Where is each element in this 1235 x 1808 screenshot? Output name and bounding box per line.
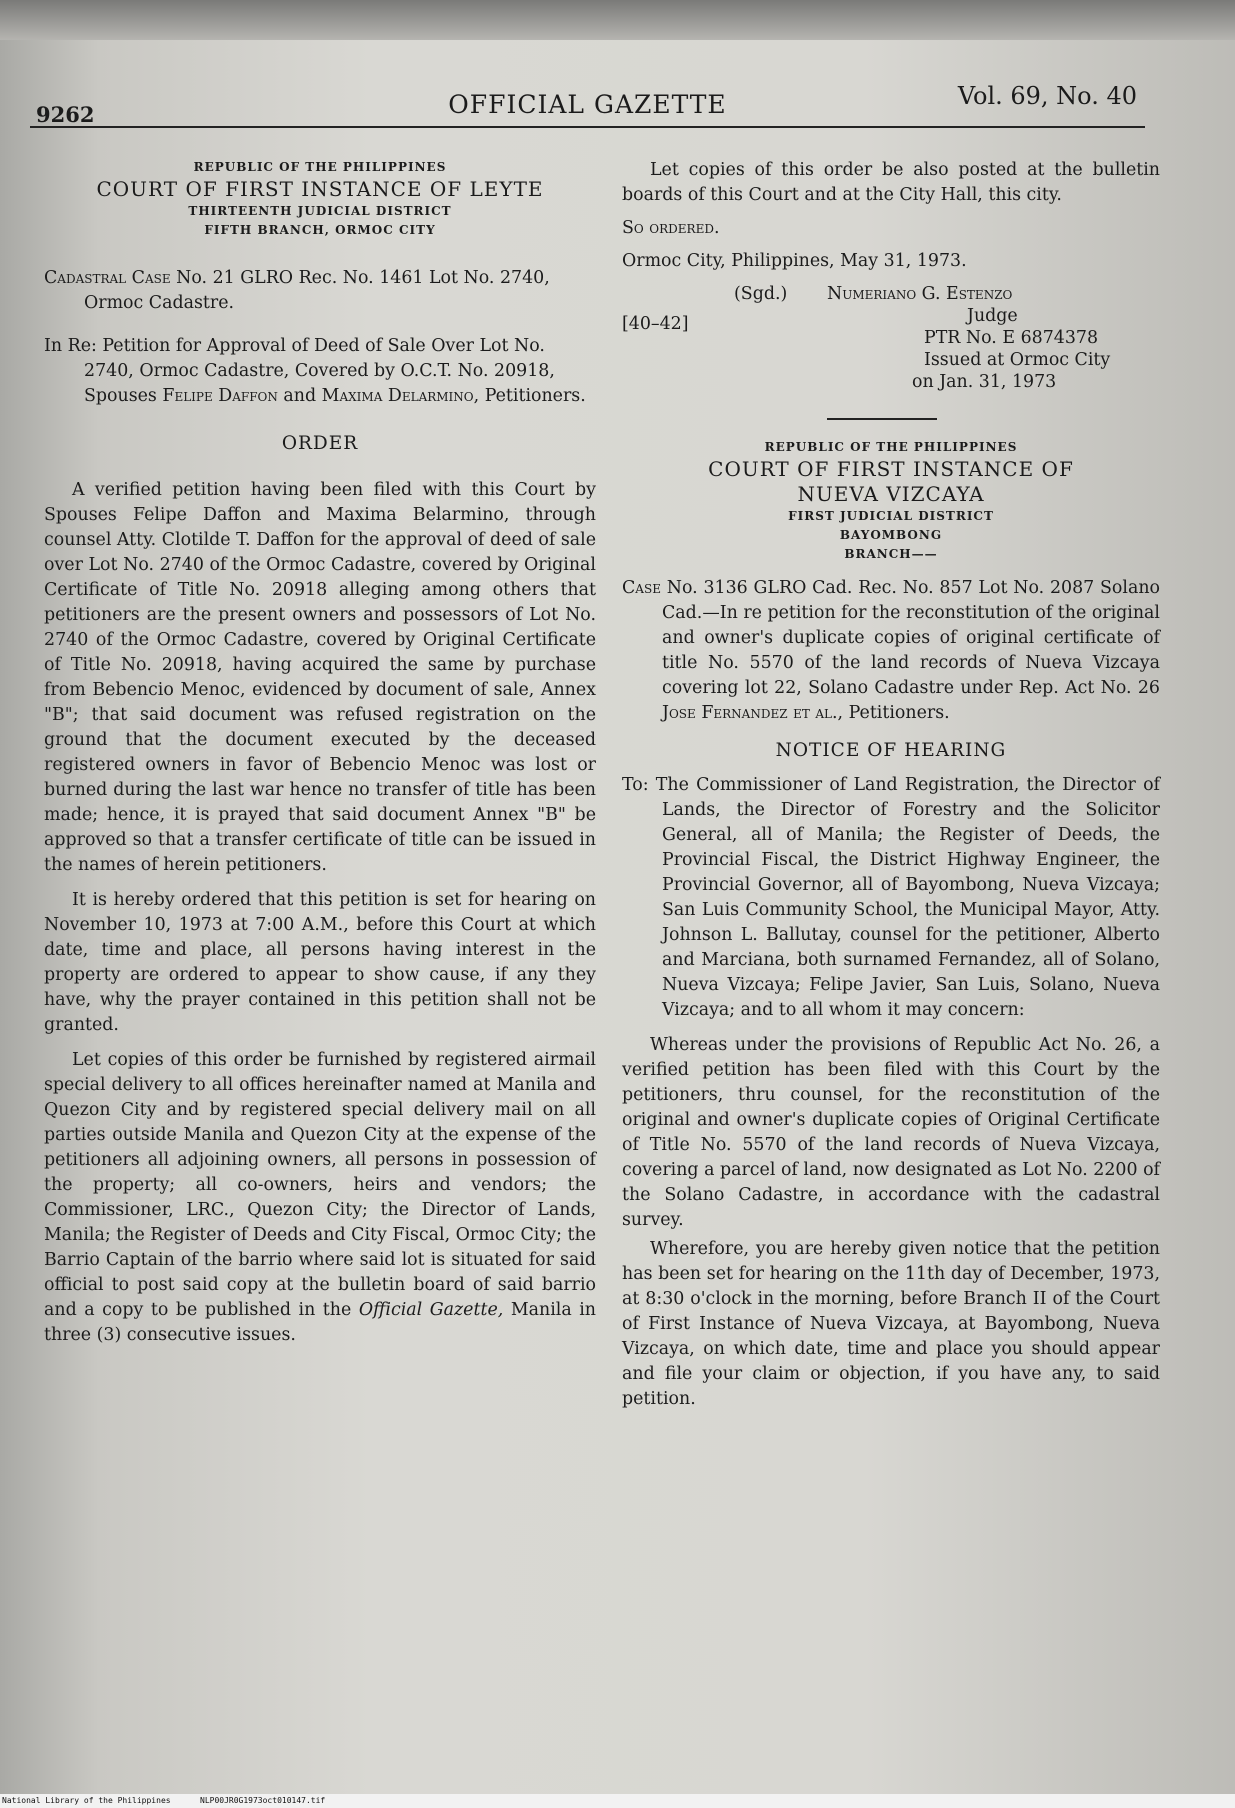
court-branch-2: BRANCH—— xyxy=(844,547,938,561)
court-name-2: COURT OF FIRST INSTANCE OF xyxy=(708,457,1074,481)
republic-line-2: REPUBLIC OF THE PHILIPPINES xyxy=(764,440,1018,454)
order-paragraph-2: It is hereby ordered that this petition is set for hearing on November 10, 1973 at 7:00 A.M., before this Court at which date, time and place, all persons having interest in the property are ordered to appear to show cause, if any they have, why the prayer contained in this petition shall not be granted. xyxy=(44,890,596,1035)
judicial-district-2: FIRST JUDICIAL DISTRICT xyxy=(788,509,994,523)
publication-title: OFFICIAL GAZETTE xyxy=(448,90,727,119)
judge-name: Numeriano G. Estenzo xyxy=(827,284,1013,304)
scan-footer xyxy=(0,1794,1235,1808)
right-column xyxy=(622,158,1160,1412)
court-name: COURT OF FIRST INSTANCE OF LEYTE xyxy=(96,177,544,201)
issued-on: on Jan. 31, 1973 xyxy=(912,372,1057,392)
posting-paragraph: Let copies of this order be also posted at the bulletin boards of this Court and at the City Hall, this city. xyxy=(622,160,1160,205)
judge-title: Judge xyxy=(967,306,1018,326)
page-header xyxy=(30,82,1145,128)
order-title: ORDER xyxy=(281,433,359,454)
petitioner-names: Jose Fernandez et al. xyxy=(662,703,838,723)
page-number: 9262 xyxy=(36,102,95,127)
case-end-2: , Petitioners. xyxy=(837,703,950,723)
case-label: Cadastral Case xyxy=(44,268,171,288)
court-branch: FIFTH BRANCH, ORMOC CITY xyxy=(204,223,436,237)
court-location: BAYOMBONG xyxy=(839,528,943,542)
case-caption-2 xyxy=(622,576,1160,726)
issued-at: Issued at Ormoc City xyxy=(924,350,1111,370)
so-ordered: So ordered. xyxy=(622,218,720,238)
scan-filename: NLP00JR0G1973oct010147.tif xyxy=(200,1796,326,1805)
in-re-text: In Re: Petition for Approval of Deed of Sale Over Lot No. 2740, Ormoc Cadastre, Covered by O.C.T. No. 20918, Spouses xyxy=(44,336,555,406)
notice-title: NOTICE OF HEARING xyxy=(775,740,1007,761)
case-caption xyxy=(44,266,596,316)
petitioner-name-2: Maxima Delarmino xyxy=(321,386,474,406)
petitioner-name-1: Felipe Daffon xyxy=(162,386,278,406)
judicial-district: THIRTEENTH JUDICIAL DISTRICT xyxy=(188,204,452,218)
notice-addressees: To: The Commissioner of Land Registration, the Director of Lands, the Director of Forestry and the Solicitor General, all of Manila; the Register of Deeds, the Provincial Fiscal, the District Highway Engineer, the Provincial Governor, all of Bayombong, Nueva Vizcaya; San Luis Community School, the Municipal Mayor, Atty. Johnson L. Ballutay, counsel for the petitioner, Alberto and Marciana, both surnamed Fernandez, all of Solano, Nueva Vizcaya; Felipe Javier, San Luis, Solano, Nueva Vizcaya; and to all whom it may concern: xyxy=(622,775,1160,1020)
case-label-2: Case xyxy=(622,578,661,598)
order-date: Ormoc City, Philippines, May 31, 1973. xyxy=(622,251,967,271)
order-paragraph-3-end: Manila in three (3) consecutive issues. xyxy=(44,1300,596,1345)
whereas-paragraph: Whereas under the provisions of Republic Act No. 26, a verified petition has been filed with this Court by the petitioners, thru counsel, for the reconstitution of the original and owner's duplicate copies of Original Certificate of Title No. 5570 of the land records of Nueva Vizcaya, covering a parcel of land, now designated as Lot No. 2200 of the Solano Cadastre, in accordance with the cadastral survey. xyxy=(622,1035,1160,1230)
in-re-and: and xyxy=(283,386,317,406)
in-re-end: , Petitioners. xyxy=(473,386,586,406)
wherefore-paragraph: Wherefore, you are hereby given notice that the petition has been set for hearing on the 11th day of December, 1973, at 8:30 o'clock in the morning, before Branch II of the Court of First Instance of Nueva Vizcaya, at Bayombong, Nueva Vizcaya, on which date, time and place you should appear and file your claim or objection, if you have any, to said petition. xyxy=(622,1239,1160,1409)
library-credit: National Library of the Philippines xyxy=(2,1796,171,1805)
case-text-2: No. 3136 GLRO Cad. Rec. No. 857 Lot No. 2087 Solano Cad.—In re petition for the reconstitution of the original and owner's duplicate copies of original certificate of title No. 5570 of the land records of Nueva Vizcaya covering lot 22, Solano Cadastre under Rep. Act No. 26 xyxy=(662,578,1160,698)
republic-line: REPUBLIC OF THE PHILIPPINES xyxy=(193,160,447,174)
case-text: No. 21 GLRO Rec. No. 1461 Lot No. 2740, Ormoc Cadastre. xyxy=(84,268,550,313)
order-paragraph-1: A verified petition having been filed with this Court by Spouses Felipe Daffon and Maxima Belarmino, through counsel Atty. Clotilde T. Daffon for the approval of deed of sale over Lot No. 2740 of the Ormoc Cadastre, covered by Original Certificate of Title No. 20918 alleging among others that petitioners are the present owners and possessors of Lot No. 2740 of the Ormoc Cadastre, covered by Original Certificate of Title No. 20918, having acquired the same by purchase from Bebencio Menoc, evidenced by document of sale, Annex "B"; that said document was refused registration on the ground that the document executed by the deceased registered owners in favor of Bebencio Menoc was lost or burned during the last war hence no transfer of title has been made; hence, it is prayed that said document Annex "B" be approved so that a transfer certificate of title can be issued in the names of herein petitioners. xyxy=(44,480,596,875)
order-paragraph-3-text: Let copies of this order be furnished by registered airmail special delivery to all offices hereinafter named at Manila and Quezon City and by registered special delivery mail on all parties outside Manila and Quezon City at the expense of the petitioners all adjoining owners, all persons in possession of the property; all co-owners, heirs and vendors; the Commissioner, LRC., Quezon City; the Director of Lands, Manila; the Register of Deeds and City Fiscal, Ormoc City; the Barrio Captain of the barrio where said lot is situated for said official to post said copy at the bulletin board of said barrio and a copy to be published in the xyxy=(44,1050,596,1320)
issue-reference: [40–42] xyxy=(622,314,689,334)
volume-number: Vol. 69, No. 40 xyxy=(957,82,1137,110)
ptr-number: PTR No. E 6874378 xyxy=(924,328,1099,348)
section-divider xyxy=(827,418,937,420)
signed-mark: (Sgd.) xyxy=(734,284,788,304)
left-column xyxy=(44,158,596,1348)
order-paragraph-3 xyxy=(44,1048,596,1348)
signature-block xyxy=(622,282,1160,392)
court-province: NUEVA VIZCAYA xyxy=(797,482,985,506)
gazette-italic: Official Gazette, xyxy=(358,1300,504,1320)
in-re-caption xyxy=(44,334,596,409)
